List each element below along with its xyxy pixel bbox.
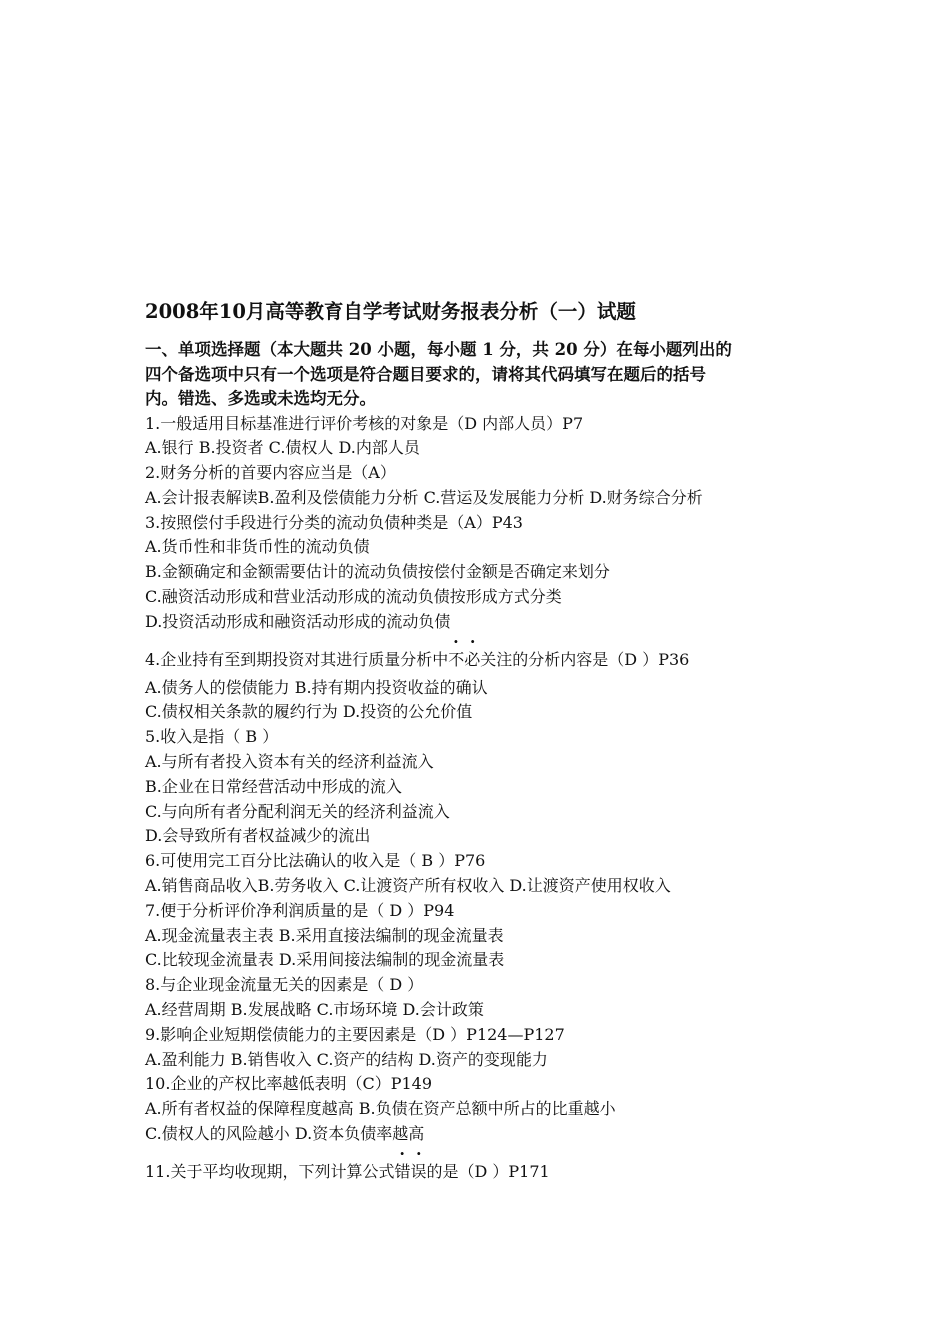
question-7-options-ab: A.现金流量表主表 B.采用直接法编制的现金流量表 [145,925,504,945]
question-5-option-b: B.企业在日常经营活动中形成的流入 [145,776,402,796]
section-heading-line: 内。错选、多选或未选均无分。 [145,389,376,408]
question-9: 9.影响企业短期偿债能力的主要因素是（D ）P124—P127 [145,1024,565,1044]
exam-content [145,298,825,1188]
question-3-option-b: B.金额确定和金额需要估计的流动负债按偿付金额是否确定来划分 [145,562,610,582]
question-4 [145,644,825,676]
question-10: 10.企业的产权比率越低表明（C）P149 [145,1074,432,1094]
question-7: 7.便于分析评价净利润质量的是（ D ）P94 [145,900,455,920]
section-heading-line: 一、单项选择题（本大题共 20 小题，每小题 1 分，共 20 分）在每小题列出的 [145,340,732,359]
question-5-option-d: D.会导致所有者权益减少的流出 [145,826,371,846]
question-3-option-c: C.融资活动形成和营业活动形成的流动负债按形成方式分类 [145,587,562,607]
question-1: 1.一般适用目标基准进行评价考核的对象是（D 内部人员）P7 [145,413,584,433]
question-5-option-c: C.与向所有者分配利润无关的经济利益流入 [145,801,450,821]
question-2-options: A.会计报表解读B.盈利及偿债能力分析 C.营运及发展能力分析 D.财务综合分析 [145,487,703,507]
question-10-options-ab: A.所有者权益的保障程度越高 B.负债在资产总额中所占的比重越小 [145,1099,616,1119]
question-2: 2.财务分析的首要内容应当是（A） [145,463,396,483]
question-8-options: A.经营周期 B.发展战略 C.市场环境 D.会计政策 [145,1000,484,1020]
question-11-text-after: 的是（D ）P171 [426,1161,550,1181]
question-9-options: A.盈利能力 B.销售收入 C.资产的结构 D.资产的变现能力 [145,1049,548,1069]
question-6: 6.可使用完工百分比法确认的收入是（ B ）P76 [145,851,486,871]
question-4-options-ab: A.债务人的偿债能力 B.持有期内投资收益的确认 [145,677,488,697]
question-3: 3.按照偿付手段进行分类的流动负债种类是（A）P43 [145,512,523,532]
section-heading-line: 四个备选项中只有一个选项是符合题目要求的，请将其代码填写在题后的括号 [145,364,706,384]
section-heading [145,338,825,412]
question-3-option-d: D.投资活动形成和融资活动形成的流动负债 [145,611,451,631]
question-4-text-before: 4.企业持有至到期投资对其进行质量分析中 [145,649,449,669]
question-7-options-cd: C.比较现金流量表 D.采用间接法编制的现金流量表 [145,950,505,970]
question-4-emphasis: · · 不必 [448,650,480,669]
question-10-options-cd: C.债权人的风险越小 D.资本负债率越高 [145,1124,425,1144]
question-4-text-after: 关注的分析内容是（D ）P36 [480,649,690,669]
page-title: 2008年10月高等教育自学考试财务报表分析（一）试题 [145,300,636,323]
question-4-options-cd: C.债权相关条款的履约行为 D.投资的公允价值 [145,702,473,722]
question-6-options: A.销售商品收入B.劳务收入 C.让渡资产所有权收入 D.让渡资产使用权收入 [145,876,671,896]
question-8: 8.与企业现金流量无关的因素是（ D ） [145,975,424,995]
question-5-option-a: A.与所有者投入资本有关的经济利益流入 [145,752,434,772]
question-11 [145,1156,825,1188]
question-11-emphasis: · · 错误 [394,1162,426,1181]
question-5: 5.收入是指（ B ） [145,727,279,747]
question-11-text-before: 11.关于平均收现期，下列计算公式 [145,1161,395,1181]
question-1-options: A.银行 B.投资者 C.债权人 D.内部人员 [145,438,420,458]
question-3-option-a: A.货币性和非货币性的流动负债 [145,537,370,557]
